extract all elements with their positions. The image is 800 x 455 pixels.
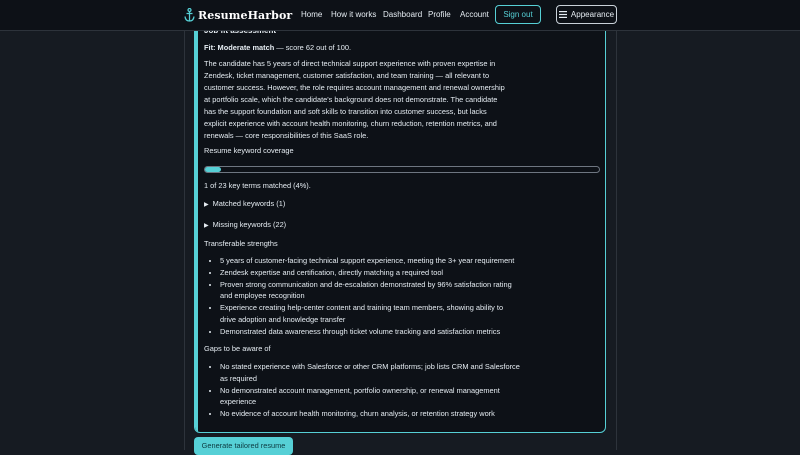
coverage-label: Resume keyword coverage [204,146,294,155]
coverage-progress-bar [204,166,600,173]
column-divider-left [184,30,185,450]
list-item-text: 5 years of customer-facing technical support experience, meeting the 3+ year requirement [220,256,515,265]
gaps-list [210,361,520,420]
list-item-text: Zendesk expertise and certification, directly matching a required tool [220,267,444,277]
paragraph-line: at portfolio scale, which the candidate's background does not demonstrate. The candidate [204,95,498,104]
nav-link-home[interactable]: Home [301,10,323,19]
list-item-text: as required [220,373,257,383]
paragraph-line: customer success. However, the role requires account management and renewal ownership [204,83,505,92]
paragraph-line: explicit experience with account health monitoring, churn reduction, retention metrics, and [204,119,497,128]
sign-out-button[interactable]: Sign out [495,5,541,24]
assessment-paragraph [204,58,504,142]
nav-link-how-it-works[interactable]: How it works [331,10,377,19]
fit-label: Fit: Moderate match [204,43,275,52]
menu-icon [559,11,567,18]
paragraph-line: has the support foundation and soft skills to transition into customer success, but lacks [204,107,487,116]
expand-triangle-icon: ▶ [204,202,209,208]
strengths-heading: Transferable strengths [204,239,278,248]
generate-tailored-resume-button[interactable]: Generate tailored resume [194,437,293,455]
strengths-list [210,255,520,338]
missing-keywords-toggle[interactable] [204,219,286,232]
expand-triangle-icon: ▶ [204,223,209,229]
list-item-text: No demonstrated account management, portfolio ownership, or renewal management [220,385,500,395]
job-fit-card [194,0,606,433]
nav-link-account[interactable]: Account [460,10,489,19]
missing-keywords-label: Missing keywords (22) [212,220,287,229]
list-item [220,408,520,420]
top-navbar [0,0,800,31]
gaps-heading: Gaps to be aware of [204,344,271,353]
appearance-label: Appearance [570,10,615,19]
anchor-icon [184,8,195,22]
nav-link-profile[interactable]: Profile [428,10,451,19]
appearance-button[interactable] [556,5,617,24]
list-item-text: No stated experience with Salesforce or other CRM platforms; job lists CRM and Salesforce [220,362,520,371]
list-item-text: drive adoption and knowledge transfer [220,314,346,324]
matched-keywords-toggle[interactable] [204,198,285,211]
paragraph-line: renewals — core responsibilities of this SaaS role. [204,131,369,140]
card-accent-bar [195,0,198,432]
list-item-text: experience [220,397,257,407]
paragraph-line: The candidate has 5 years of direct technical support experience with proven expertise in [204,59,496,68]
list-item [220,279,520,303]
fit-detail: — score 62 out of 100. [274,43,352,52]
brand-logo[interactable] [184,8,292,22]
nav-link-dashboard[interactable]: Dashboard [383,10,423,19]
list-item [220,361,520,385]
matched-keywords-label: Matched keywords (1) [212,199,286,208]
brand-name: ResumeHarbor [198,8,293,22]
list-item-text: Demonstrated data awareness through ticket volume tracking and satisfaction metrics [220,326,501,336]
list-item [220,255,520,267]
list-item [220,385,520,409]
list-item-text: and employee recognition [220,291,305,301]
list-item-text: No evidence of account health monitoring, churn analysis, or retention strategy work [220,409,495,419]
list-item [220,326,520,338]
list-item [220,302,520,326]
list-item-text: Proven strong communication and de-escalation demonstrated by 96% satisfaction rating [220,279,512,289]
column-divider-right [616,30,617,450]
coverage-progress-fill [205,167,221,172]
fit-summary [204,42,351,54]
list-item [220,267,520,279]
paragraph-line: Zendesk, ticket management, customer satisfaction, and team training — all relevant to [204,71,490,80]
coverage-text: 1 of 23 key terms matched (4%). [204,181,311,190]
list-item-text: Experience creating help-center content and training team members, showing ability to [220,303,504,313]
